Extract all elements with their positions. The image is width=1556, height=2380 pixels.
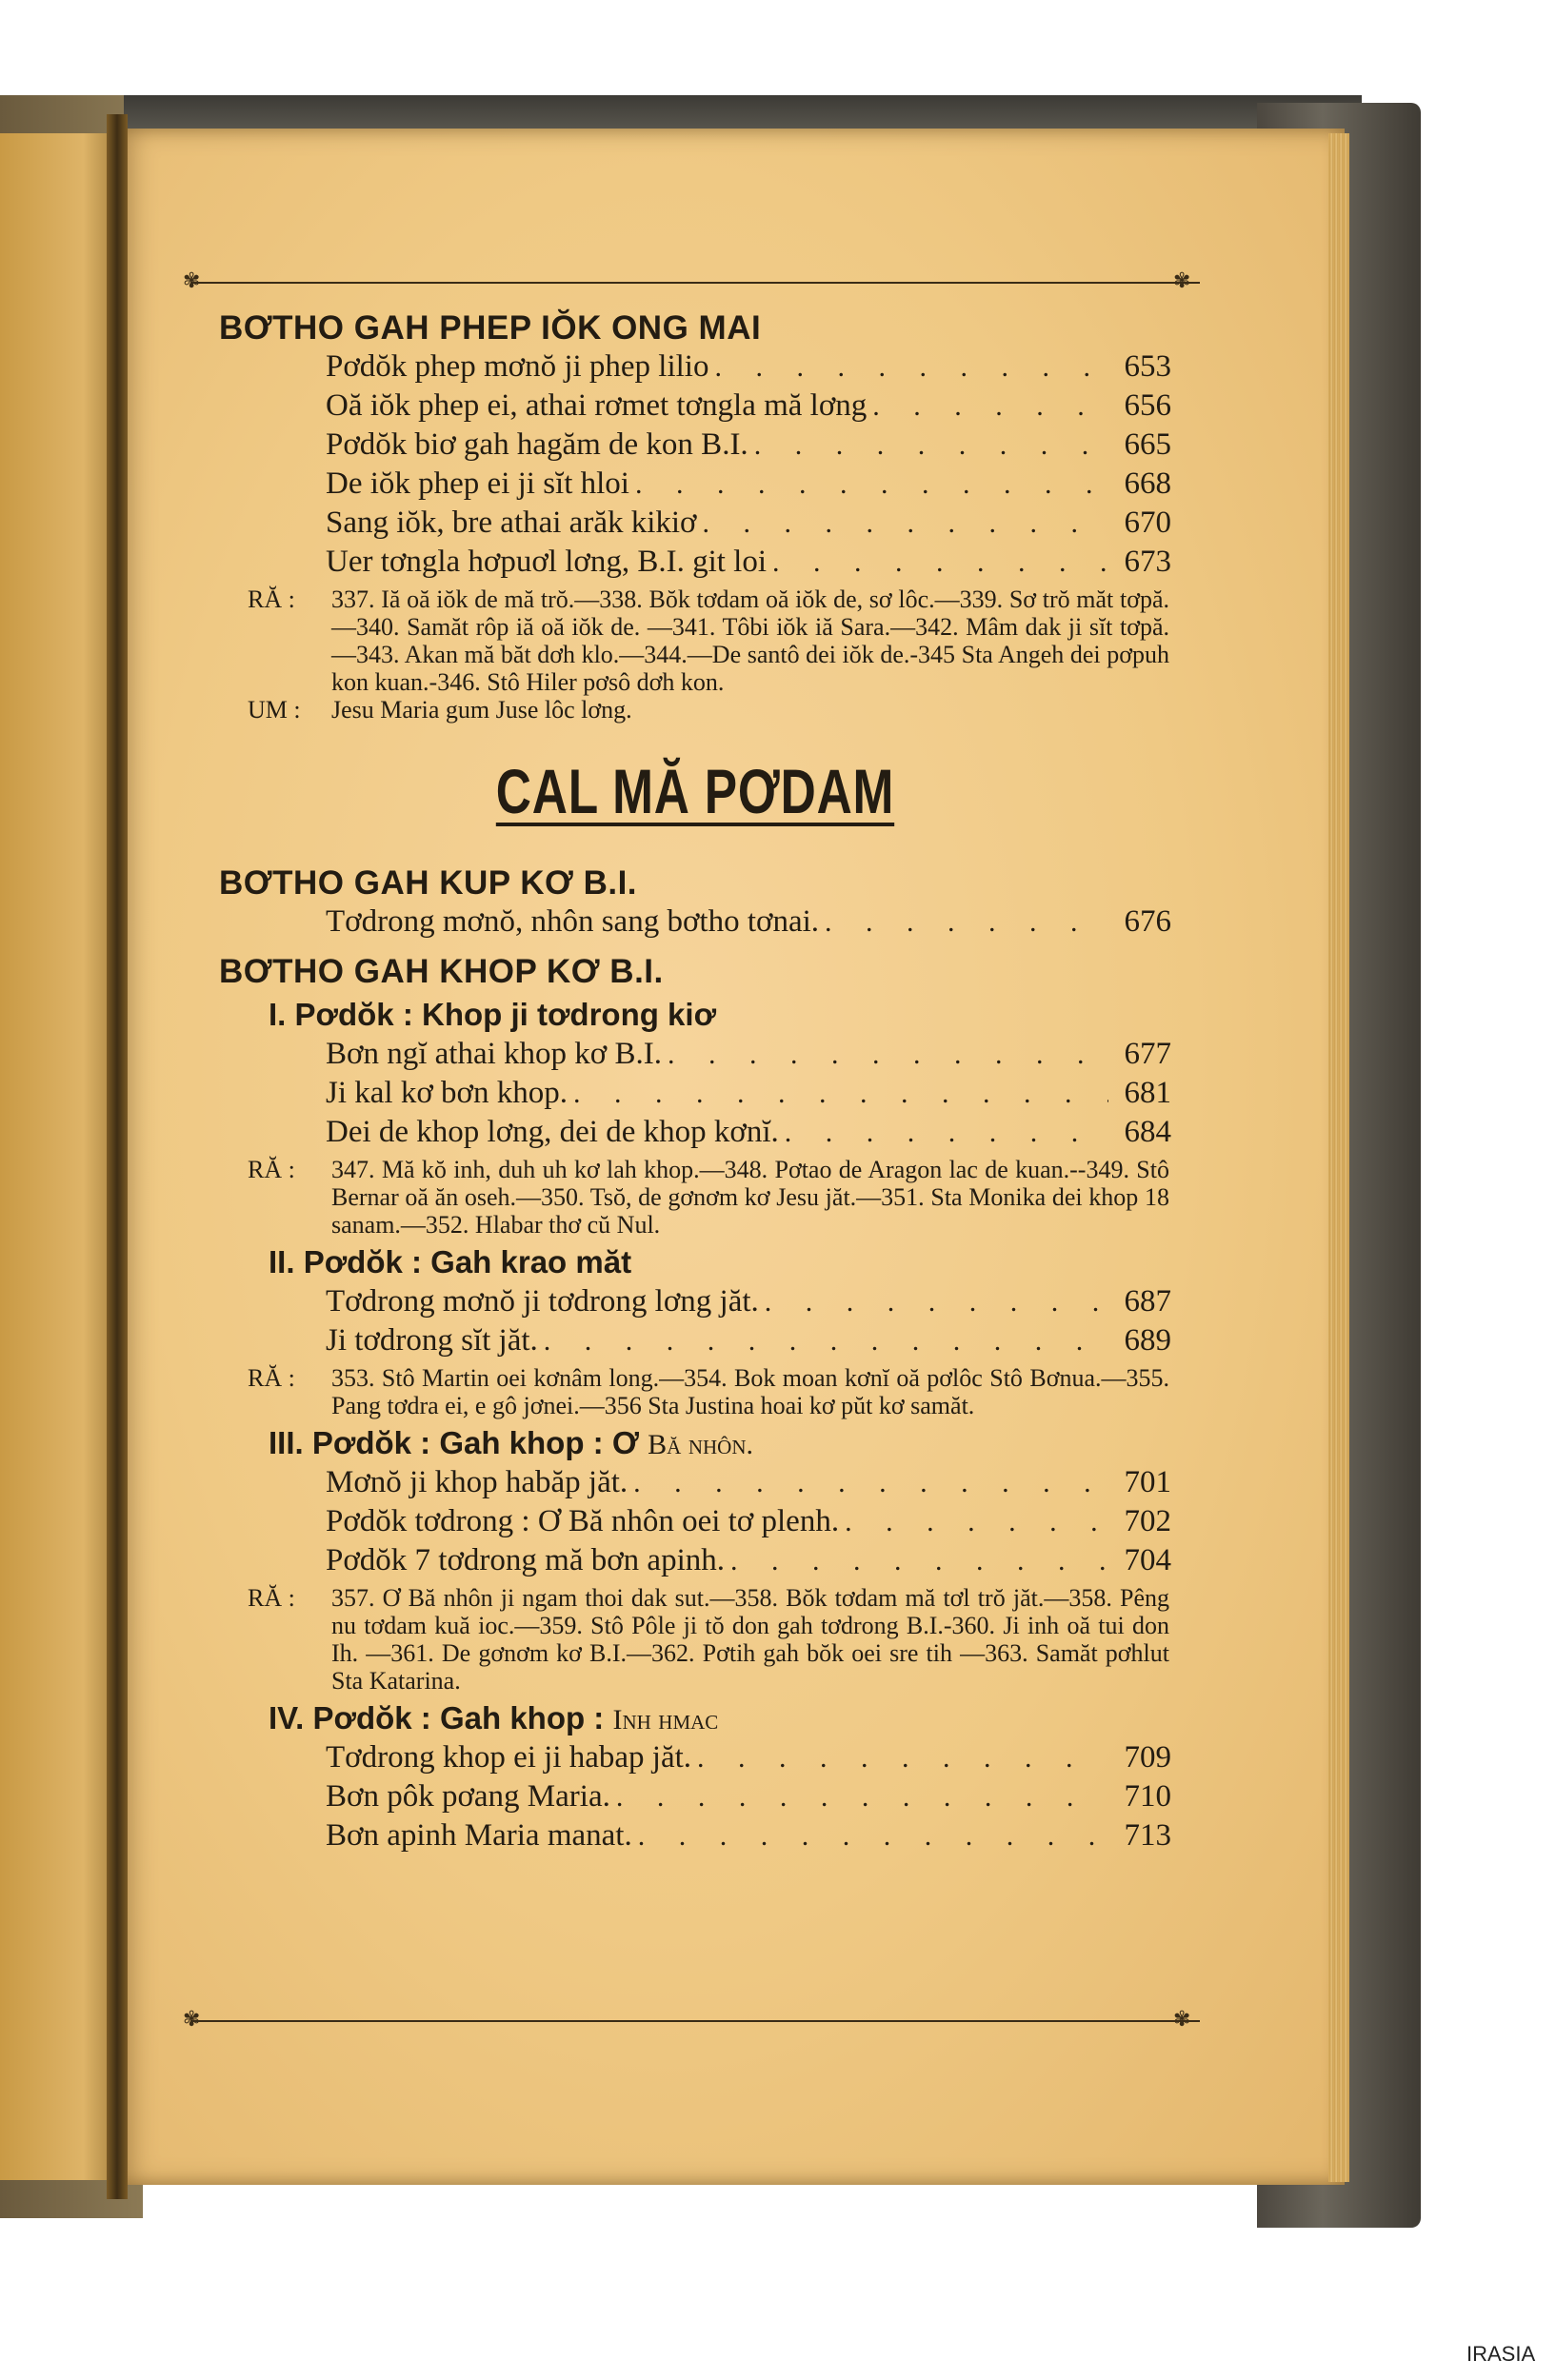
page-number: 687	[1124, 1284, 1171, 1319]
toc-entry[interactable]: Bơn apinh Maria manat. . . . 713	[219, 1816, 1171, 1855]
page-number: 684	[1124, 1115, 1171, 1149]
toc-entry[interactable]: Tơdrong khop ei ji habap jăt. . . . 709	[219, 1738, 1171, 1777]
ra-note: RĂ : 337. Iă oă iŏk de mă trŏ.—338. Bŏk tơdam oă iŏk de, sơ lôc.—339. Sơ trŏ măt tơpă.—340. Samăt rôp iă oă iŏk de. —341. Tôbi iŏk iă Sara.—342. Mâm dak ji sĭt tơpă.—343. Akan mă băt dơh klo.—344.—De santô dei iŏk de.-345 Sta Angeh dei pơpuh kon kuan.-346. Stô Hiler pơsô dơh kon.	[248, 585, 1169, 696]
toc-entry[interactable]: Oă iŏk phep ei, athai rơmet tơngla mă lơng . . . 656	[219, 387, 1171, 426]
main-title: CAL MĂ PƠDAM	[495, 756, 895, 826]
page-number: 673	[1124, 545, 1171, 579]
part-heading: II. Pơdŏk : Gah krao măt	[269, 1244, 632, 1279]
part-heading: III. Pơdŏk : Gah khop : Ơ Bă nhôn.	[269, 1425, 753, 1460]
page-number: 681	[1124, 1076, 1171, 1110]
ornament-icon: ✾	[1173, 269, 1191, 293]
toc-entry[interactable]: Mơnŏ ji khop habăp jăt. . . . 701	[219, 1463, 1171, 1502]
toc-entry[interactable]: Pơdŏk phep mơnŏ ji phep lilio . . . 653	[219, 347, 1171, 387]
bottom-rule	[190, 2020, 1200, 2022]
toc-entry[interactable]: Ji tơdrong sĭt jăt. . . . 689	[219, 1321, 1171, 1360]
page-number: 710	[1124, 1779, 1171, 1814]
page-number: 656	[1124, 388, 1171, 423]
toc-entry[interactable]: Tơdrong mơnŏ ji tơdrong lơng jăt. . . . 687	[219, 1282, 1171, 1321]
part-heading: IV. Pơdŏk : Gah khop : Inh hmac	[269, 1700, 719, 1735]
toc-entry[interactable]: De iŏk phep ei ji sĭt hloi . . . 668	[219, 465, 1171, 504]
page-number: 702	[1124, 1504, 1171, 1538]
section-heading: BƠTHO GAH PHEP IŎK ONG MAI	[219, 309, 762, 347]
page-number: 713	[1124, 1818, 1171, 1853]
toc-entry[interactable]: Dei de khop lơng, dei de khop kơnĭ. . . . 684	[219, 1113, 1171, 1152]
toc-entry[interactable]: Bơn pôk pơang Maria. . . . 710	[219, 1777, 1171, 1816]
toc-entry[interactable]: Ji kal kơ bơn khop. . . . 681	[219, 1074, 1171, 1113]
page-number: 668	[1124, 466, 1171, 501]
watermark: IRASIA	[1466, 2342, 1536, 2366]
toc-entry[interactable]: Pơdŏk tơdrong : Ơ Bă nhôn oei tơ plenh. . . . 702	[219, 1502, 1171, 1541]
top-rule	[190, 282, 1200, 284]
toc-entry[interactable]: Tơdrong mơnŏ, nhôn sang bơtho tơnai. . . . 676	[219, 902, 1171, 942]
page-edges	[1328, 133, 1349, 2182]
ornament-icon: ✾	[183, 269, 201, 293]
page-number: 653	[1124, 349, 1171, 384]
left-page-edge	[0, 133, 119, 2180]
page-number: 677	[1124, 1037, 1171, 1071]
toc-entry[interactable]: Bơn ngĭ athai khop kơ B.I. . . . 677	[219, 1035, 1171, 1074]
toc-entry[interactable]: Pơdŏk biơ gah hagăm de kon B.I. . . . 665	[219, 426, 1171, 465]
toc-entry[interactable]: Pơdŏk 7 tơdrong mă bơn apinh. . . . 704	[219, 1541, 1171, 1580]
ra-note: RĂ : 347. Mă kŏ inh, duh uh kơ lah khop.—348. Pơtao de Aragon lac de kuan.--349. Stô Bernar oă ăn oseh.—350. Tsŏ, de gơnơm kơ Jesu jăt.—351. Sta Monika dei khop 18 sanam.—352. Hlabar thơ cŭ Nul.	[248, 1156, 1169, 1239]
toc-content	[219, 309, 1171, 1855]
part-heading: I. Pơdŏk : Khop ji tơdrong kiơ	[269, 997, 717, 1032]
ornament-icon: ✾	[183, 2008, 201, 2032]
ra-note: RĂ : 353. Stô Martin oei kơnâm long.—354. Bok moan kơnĭ oă pơlôc Stô Bơnua.—355. Pang tơdra ei, e gô jơnei.—356 Sta Justina hoai kơ pŭt kơ samăt.	[248, 1364, 1169, 1419]
page-number: 665	[1124, 427, 1171, 462]
ornament-icon: ✾	[1173, 2008, 1191, 2032]
toc-entry[interactable]: Sang iŏk, bre athai arăk kikiơ . . . 670	[219, 504, 1171, 543]
page-number: 709	[1124, 1740, 1171, 1775]
page-number: 689	[1124, 1323, 1171, 1358]
section-heading: BƠTHO GAH KHOP KƠ B.I.	[219, 953, 664, 990]
page-number: 704	[1124, 1543, 1171, 1577]
page-number: 701	[1124, 1465, 1171, 1499]
um-note: UM : Jesu Maria gum Juse lôc lơng.	[248, 696, 632, 724]
toc-entry[interactable]: Uer tơngla hơpuơl lơng, B.I. git loi . . . 673	[219, 543, 1171, 582]
section-heading: BƠTHO GAH KUP KƠ B.I.	[219, 864, 638, 902]
book-spine	[107, 114, 128, 2199]
ra-note: RĂ : 357. Ơ Bă nhôn ji ngam thoi dak sut.—358. Bŏk tơdam mă tơl trŏ jăt.—358. Pêng nu tơdam kuă ioc.—359. Stô Pôle ji tŏ don gah tơdrong B.I.-360. Ji inh oă tui don Ih. —361. De gơnơm kơ B.I.—362. Pơtih gah bŏk oei sre tih —363. Samăt pơhlut Sta Katarina.	[248, 1584, 1169, 1695]
page-number: 670	[1124, 506, 1171, 540]
page-number: 676	[1124, 904, 1171, 939]
